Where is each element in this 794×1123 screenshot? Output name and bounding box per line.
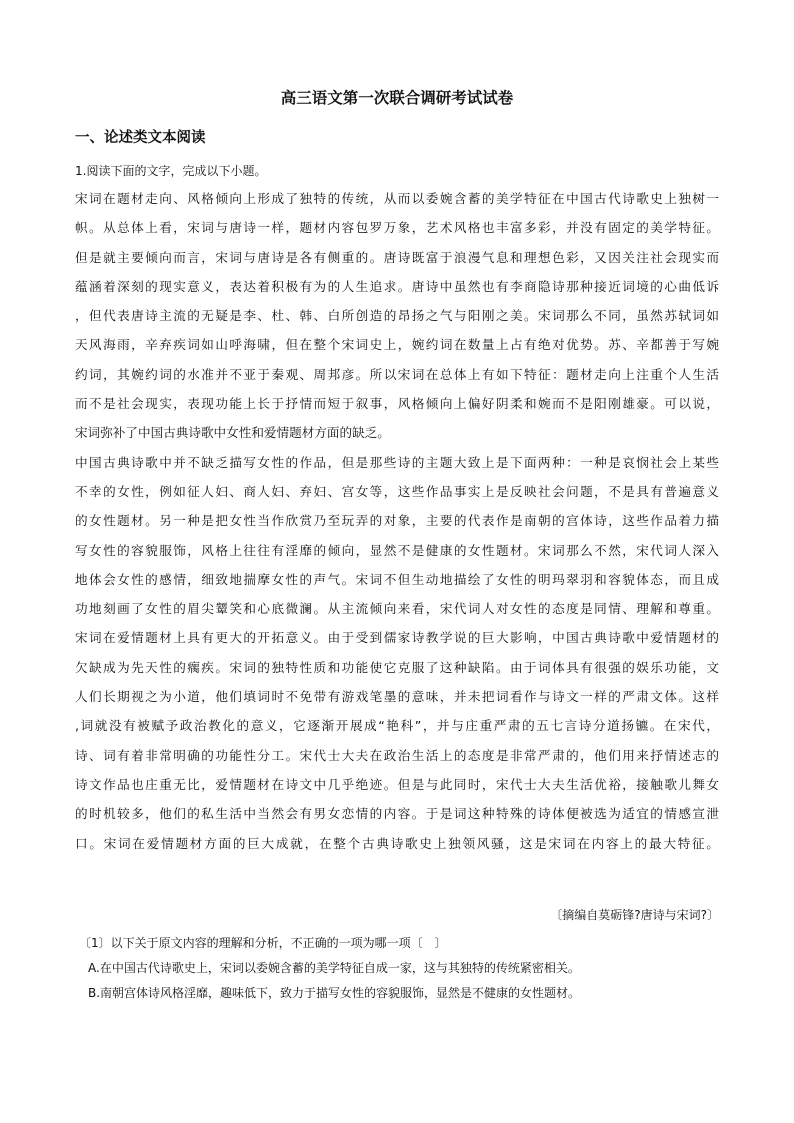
reading-passage: [75, 184, 719, 858]
passage-line: 约词，其婉约词的水准并不亚于秦观、周邦彦。所以宋词在总体上有如下特征：题材走向上注重个人生活: [75, 366, 719, 382]
answer-option-a: A.在中国古代诗歌史上，宋词以委婉含蓄的美学特征自成一家，这与其独特的传统紧密相关。: [88, 961, 580, 975]
source-citation: 〔摘编自莫砺锋?唐诗与宋词?〕: [550, 908, 719, 922]
passage-line: 中国古典诗歌中并不缺乏描写女性的作品，但是那些诗的主题大致上是下面两种：一种是哀悯社会上某些: [75, 454, 719, 470]
passage-line: 蕴涵着深刻的现实意义，表达着积极有为的人生追求。唐诗中虽然也有李商隐诗那种接近词境的心曲低诉: [75, 278, 719, 294]
passage-line: 宋词在题材走向、风格倾向上形成了独特的传统，从而以委婉含蓄的美学特征在中国古代诗歌史上独树一: [75, 191, 719, 206]
passage-line: 的女性题材。另一种是把女性当作欣赏乃至玩弄的对象，主要的代表作是南朝的宫体诗，这些作品着力描: [75, 513, 719, 529]
sub-question: 〔1〕以下关于原文内容的理解和分析，不正确的一项为哪一项〔 〕: [79, 936, 447, 950]
passage-line: 诗文作品也庄重无比，爱情题材在诗文中几乎绝迹。但是与此同时，宋代士大夫生活优裕，接触歌儿舞女: [75, 776, 719, 792]
passage-line: 欠缺成为先天性的瘸疾。宋词的独特性质和功能使它克服了这种缺陷。由于词体具有很强的娱乐功能，文: [75, 659, 719, 675]
page-title: 高三语文第一次联合调研考试试卷: [280, 89, 514, 107]
passage-line: 口。宋词在爱情题材方面的巨大成就，在整个古典诗歌史上独领风骚，这是宋词在内容上的最大特征。: [75, 835, 719, 851]
passage-line: 不幸的女性，例如征人妇、商人妇、弃妇、宫女等，这些作品事实上是反映社会问题，不是具有普遍意义: [75, 483, 719, 499]
passage-line: 地体会女性的感情，细致地揣摩女性的声气。宋词不但生动地描绘了女性的明玛翠羽和容貌体态，而且成: [75, 571, 719, 587]
passage-line: 宋词在爱情题材上具有更大的开拓意义。由于受到儒家诗教学说的巨大影响，中国古典诗歌中爱情题材的: [75, 630, 719, 646]
passage-line: ,词就没有被赋予政治教化的意义，它逐渐开展成“艳科”，并与庄重严肃的五七言诗分道扬镳。在宋代，: [75, 718, 719, 734]
passage-line: ，但代表唐诗主流的无疑是李、杜、韩、白所创造的昂扬之气与阳刚之美。宋词那么不同，虽然苏轼词如: [75, 308, 719, 324]
passage-line: 帜。从总体上看，宋词与唐诗一样，题材内容包罗万象，艺术风格也丰富多彩，并没有固定的美学特征。: [75, 220, 719, 236]
passage-line: 写女性的容貌服饰，风格上往往有淫靡的倾向，显然不是健康的女性题材。宋词那么不然，宋代词人深入: [75, 542, 719, 558]
section-heading: 一、论述类文本阅读: [75, 130, 206, 146]
passage-line: 功地刻画了女性的眉尖颦笑和心底微澜。从主流倾向来看，宋代词人对女性的态度是同情、理解和尊重。: [75, 601, 719, 617]
passage-line: 天风海雨，辛弃疾词如山呼海啸，但在整个宋词史上，婉约词在数量上占有绝对优势。苏、辛都善于写婉: [75, 337, 719, 353]
answer-option-b: B.南朝宫体诗风格淫靡，趣味低下，致力于描写女性的容貌服饰，显然是不健康的女性题材。: [88, 986, 581, 1000]
passage-line: 但是就主要倾向而言，宋词与唐诗是各有侧重的。唐诗既富于浪漫气息和理想色彩，又因关注社会现实而: [75, 249, 719, 265]
passage-line: 诗、词有着非常明确的功能性分工。宋代士大夫在政治生活上的态度是非常严肃的，他们用来抒情述志的: [75, 747, 719, 763]
passage-line: 人们长期视之为小道，他们填词时不免带有游戏笔墨的意味，并未把词看作与诗文一样的严肃文体。这样: [75, 689, 719, 705]
passage-line: 宋词弥补了中国古典诗歌中女性和爱情题材方面的缺乏。: [75, 425, 390, 441]
passage-line: 而不是社会现实，表现功能上长于抒情而短于叙事，风格倾向上偏好阴柔和婉而不是阳刚雄豪。可以说，: [75, 396, 719, 412]
question-intro: 1.阅读下面的文字，完成以下小题。: [75, 164, 267, 178]
passage-line: 的时机较多，他们的私生活中当然会有男女恋情的内容。于是词这种特殊的诗体便被选为适宜的情感宣泄: [75, 806, 719, 822]
